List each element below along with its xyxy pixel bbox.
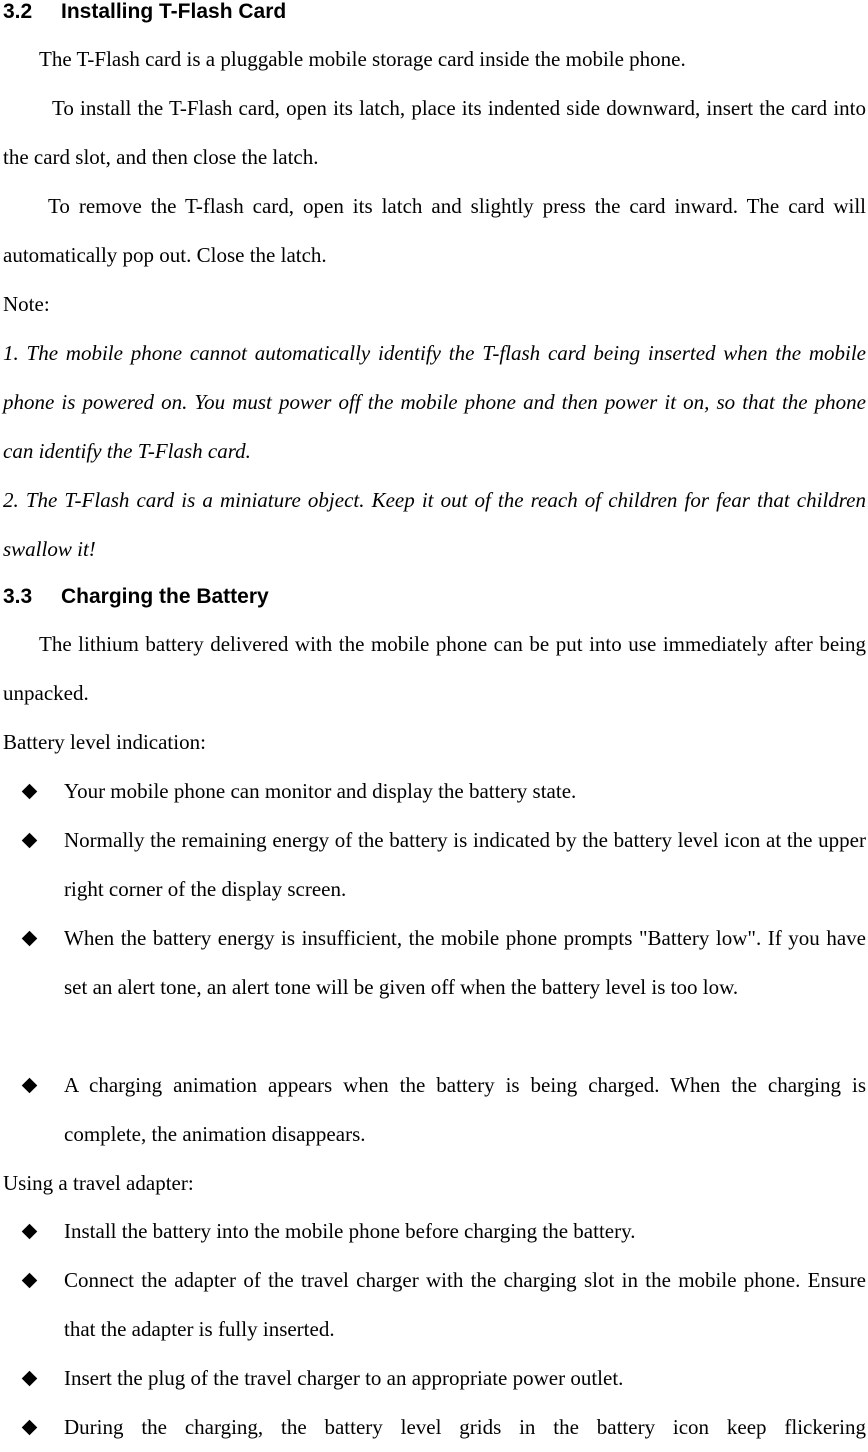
section-heading [3, 0, 286, 24]
list-item-text: Insert the plug of the travel charger to an appropriate power outlet. [64, 1366, 624, 1390]
diamond-bullet-icon [22, 833, 38, 849]
diamond-bullet-icon [22, 1420, 38, 1436]
note-label: Note: [3, 292, 50, 316]
paragraph: To install the T-Flash card, open its latch, place its indented side downward, insert the card into the card slot, and then close the latch. [3, 96, 866, 169]
note-item: 1. The mobile phone cannot automatically identify the T-flash card being inserted when the mobile phone is powered on. You must power off the mobile phone and then power it on, so that the phone can identify the T-Flash card. [3, 341, 866, 463]
list-item-text: A charging animation appears when the battery is being charged. When the charging is complete, the animation disappears. [64, 1073, 866, 1146]
paragraph: The lithium battery delivered with the mobile phone can be put into use immediately after being unpacked. [3, 632, 866, 705]
section-title: Charging the Battery [61, 585, 269, 608]
list-item-text: Normally the remaining energy of the battery is indicated by the battery level icon at the upper right corner of the display screen. [64, 828, 866, 901]
section-number: 3.2 [3, 0, 33, 23]
list-label: Using a travel adapter: [3, 1171, 194, 1195]
paragraph: To remove the T-flash card, open its latch and slightly press the card inward. The card will automatically pop out. Close the latch. [3, 194, 866, 267]
diamond-bullet-icon [22, 1078, 38, 1094]
paragraph: The T-Flash card is a pluggable mobile storage card inside the mobile phone. [39, 47, 686, 71]
diamond-bullet-icon [22, 1273, 38, 1289]
note-item: 2. The T-Flash card is a miniature object. Keep it out of the reach of children for fear that children swallow it! [3, 488, 866, 561]
diamond-bullet-icon [22, 931, 38, 947]
list-item-text: During the charging, the battery level grids in the battery icon keep flickering [64, 1415, 866, 1439]
section-number: 3.3 [3, 585, 33, 608]
list-item-text: When the battery energy is insufficient, the mobile phone prompts "Battery low". If you have set an alert tone, an alert tone will be given off when the battery level is too low. [64, 926, 866, 999]
diamond-bullet-icon [22, 784, 38, 800]
section-heading [3, 585, 269, 609]
diamond-bullet-icon [22, 1224, 38, 1240]
diamond-bullet-icon [22, 1371, 38, 1387]
section-title: Installing T-Flash Card [61, 0, 287, 23]
list-item-text: Your mobile phone can monitor and display the battery state. [64, 779, 577, 803]
list-item-text: Install the battery into the mobile phone before charging the battery. [64, 1219, 636, 1243]
list-item-text: Connect the adapter of the travel charger with the charging slot in the mobile phone. Ensure that the adapter is fully inserted. [64, 1268, 866, 1341]
list-label: Battery level indication: [3, 730, 206, 754]
